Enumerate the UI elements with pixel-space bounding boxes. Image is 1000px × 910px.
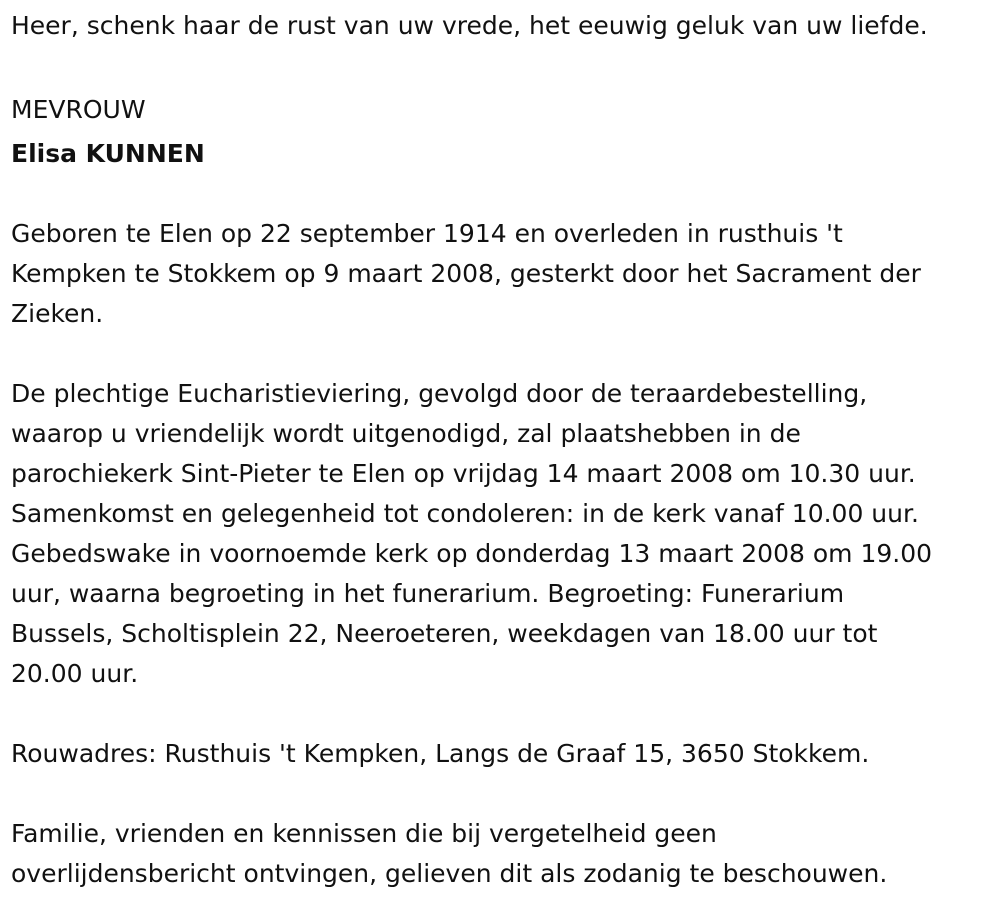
closing-paragraph xyxy=(11,814,887,894)
intro-prayer: Heer, schenk haar de rust van uw vrede, het eeuwig geluk van uw liefde. xyxy=(11,11,928,40)
mourning-address: Rouwadres: Rusthuis 't Kempken, Langs de Graaf 15, 3650 Stokkem. xyxy=(11,739,870,768)
paragraph-line: overlijdensbericht ontvingen, gelieven dit als zodanig te beschouwen. xyxy=(11,859,888,888)
ceremony-paragraph xyxy=(11,374,932,694)
paragraph-line: uur, waarna begroeting in het funerarium. Begroeting: Funerarium xyxy=(11,579,845,608)
paragraph-line: Familie, vrienden en kennissen die bij vergetelheid geen xyxy=(11,819,717,848)
paragraph-line: 20.00 uur. xyxy=(11,659,139,688)
paragraph-line: Bussels, Scholtisplein 22, Neeroeteren, weekdagen van 18.00 uur tot xyxy=(11,619,878,648)
birth-death-paragraph xyxy=(11,214,921,334)
paragraph-line: Samenkomst en gelegenheid tot condoleren: in de kerk vanaf 10.00 uur. xyxy=(11,499,919,528)
paragraph-line: Geboren te Elen op 22 september 1914 en overleden in rusthuis 't xyxy=(11,219,843,248)
paragraph-line: De plechtige Eucharistieviering, gevolgd door de teraardebestelling, xyxy=(11,379,868,408)
paragraph-line: parochiekerk Sint-Pieter te Elen op vrijdag 14 maart 2008 om 10.30 uur. xyxy=(11,459,916,488)
paragraph-line: Zieken. xyxy=(11,299,104,328)
paragraph-line: waarop u vriendelijk wordt uitgenodigd, zal plaatshebben in de xyxy=(11,419,801,448)
honorific-title: MEVROUW xyxy=(11,95,146,124)
deceased-name: Elisa KUNNEN xyxy=(11,139,205,168)
paragraph-line: Kempken te Stokkem op 9 maart 2008, gesterkt door het Sacrament der xyxy=(11,259,921,288)
paragraph-line: Gebedswake in voornoemde kerk op donderdag 13 maart 2008 om 19.00 xyxy=(11,539,933,568)
